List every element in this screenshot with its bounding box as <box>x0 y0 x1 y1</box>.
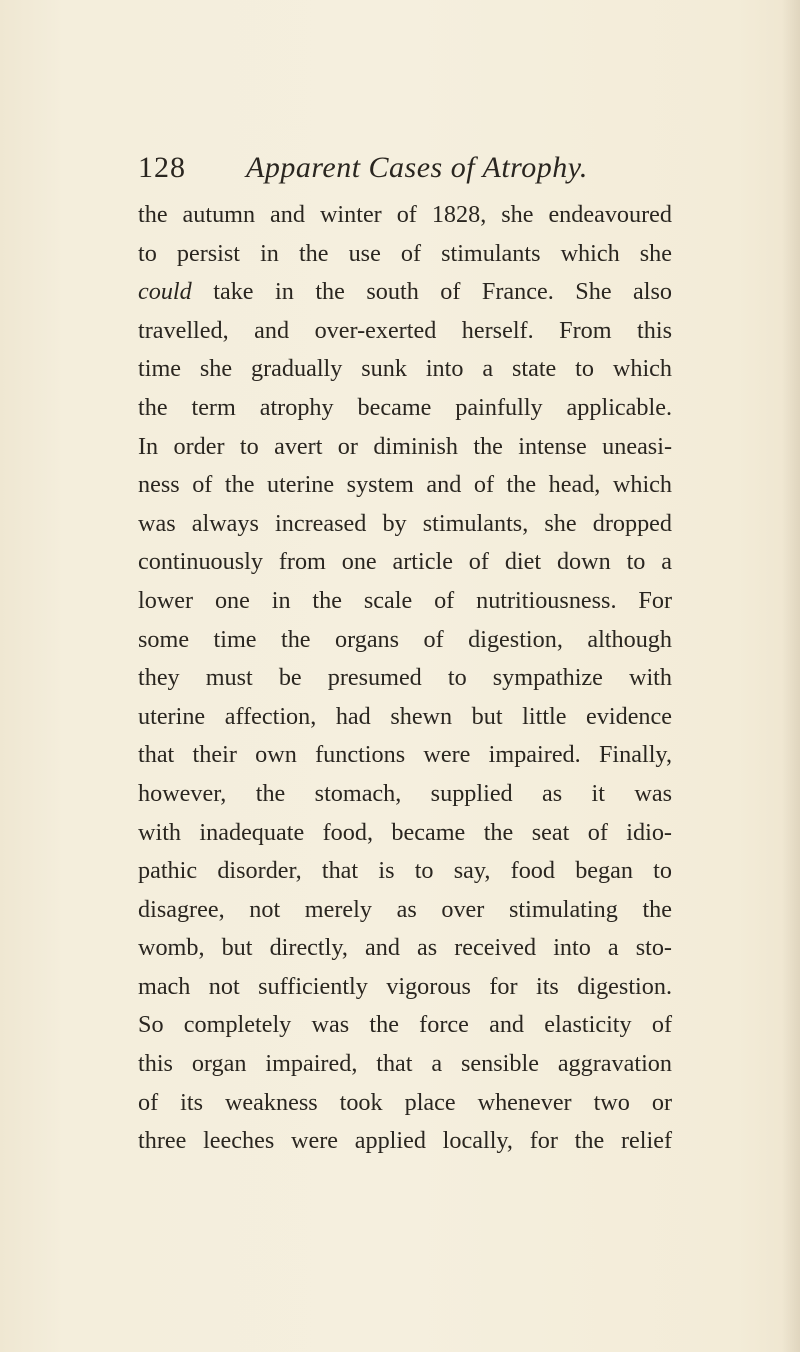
page-edge-shadow <box>782 0 800 1352</box>
text-line-17: with inadequate food, became the seat of idio- <box>138 818 672 846</box>
text-line-10: continuously from one article of diet down to a <box>138 548 672 576</box>
text-line-21: mach not sufficiently vigorous for its digestion. <box>138 972 672 1000</box>
text-line-14: uterine affection, had shewn but little evidence <box>138 702 672 730</box>
text-line-8: ness of the uterine system and of the head, which <box>138 471 672 499</box>
text-line-23: this organ impaired, that a sensible aggravation <box>138 1050 672 1078</box>
text-line-9: was always increased by stimulants, she dropped <box>138 509 672 537</box>
page-header <box>138 148 718 188</box>
text-line-19: disagree, not merely as over stimulating the <box>138 895 672 923</box>
text-line-24: of its weakness took place whenever two or <box>138 1088 672 1116</box>
text-line-12: some time the organs of digestion, although <box>138 625 672 653</box>
text-line-22: So completely was the force and elasticity of <box>138 1011 672 1039</box>
page-number: 128 <box>138 151 186 184</box>
running-title: Apparent Cases of Atrophy. <box>246 151 588 184</box>
text-line-20: womb, but directly, and as received into a sto- <box>138 934 672 962</box>
text-line-7: In order to avert or diminish the intense uneasi- <box>138 432 672 460</box>
text-line-2: to persist in the use of stimulants which she <box>138 239 672 267</box>
text-line-6: the term atrophy became painfully applicable. <box>138 393 672 421</box>
text-line-3-rest: take in the south of France. She also <box>213 278 673 306</box>
text-line-5: time she gradually sunk into a state to which <box>138 355 672 383</box>
italic-emphasis: could <box>138 278 192 306</box>
body-text <box>138 196 672 1161</box>
text-line-11: lower one in the scale of nutritiousness. For <box>138 586 672 614</box>
text-line-13: they must be presumed to sympathize with <box>138 664 672 692</box>
text-line-16: however, the stomach, supplied as it was <box>138 779 672 807</box>
text-line-15: that their own functions were impaired. Finally, <box>138 741 672 769</box>
text-line-1: the autumn and winter of 1828, she endeavoured <box>138 201 672 228</box>
text-line-18: pathic disorder, that is to say, food began to <box>138 857 672 885</box>
text-line-4: travelled, and over-exerted herself. From this <box>138 316 672 344</box>
text-line-25: three leeches were applied locally, for the relief <box>138 1127 672 1155</box>
text-line-3 <box>138 273 672 312</box>
